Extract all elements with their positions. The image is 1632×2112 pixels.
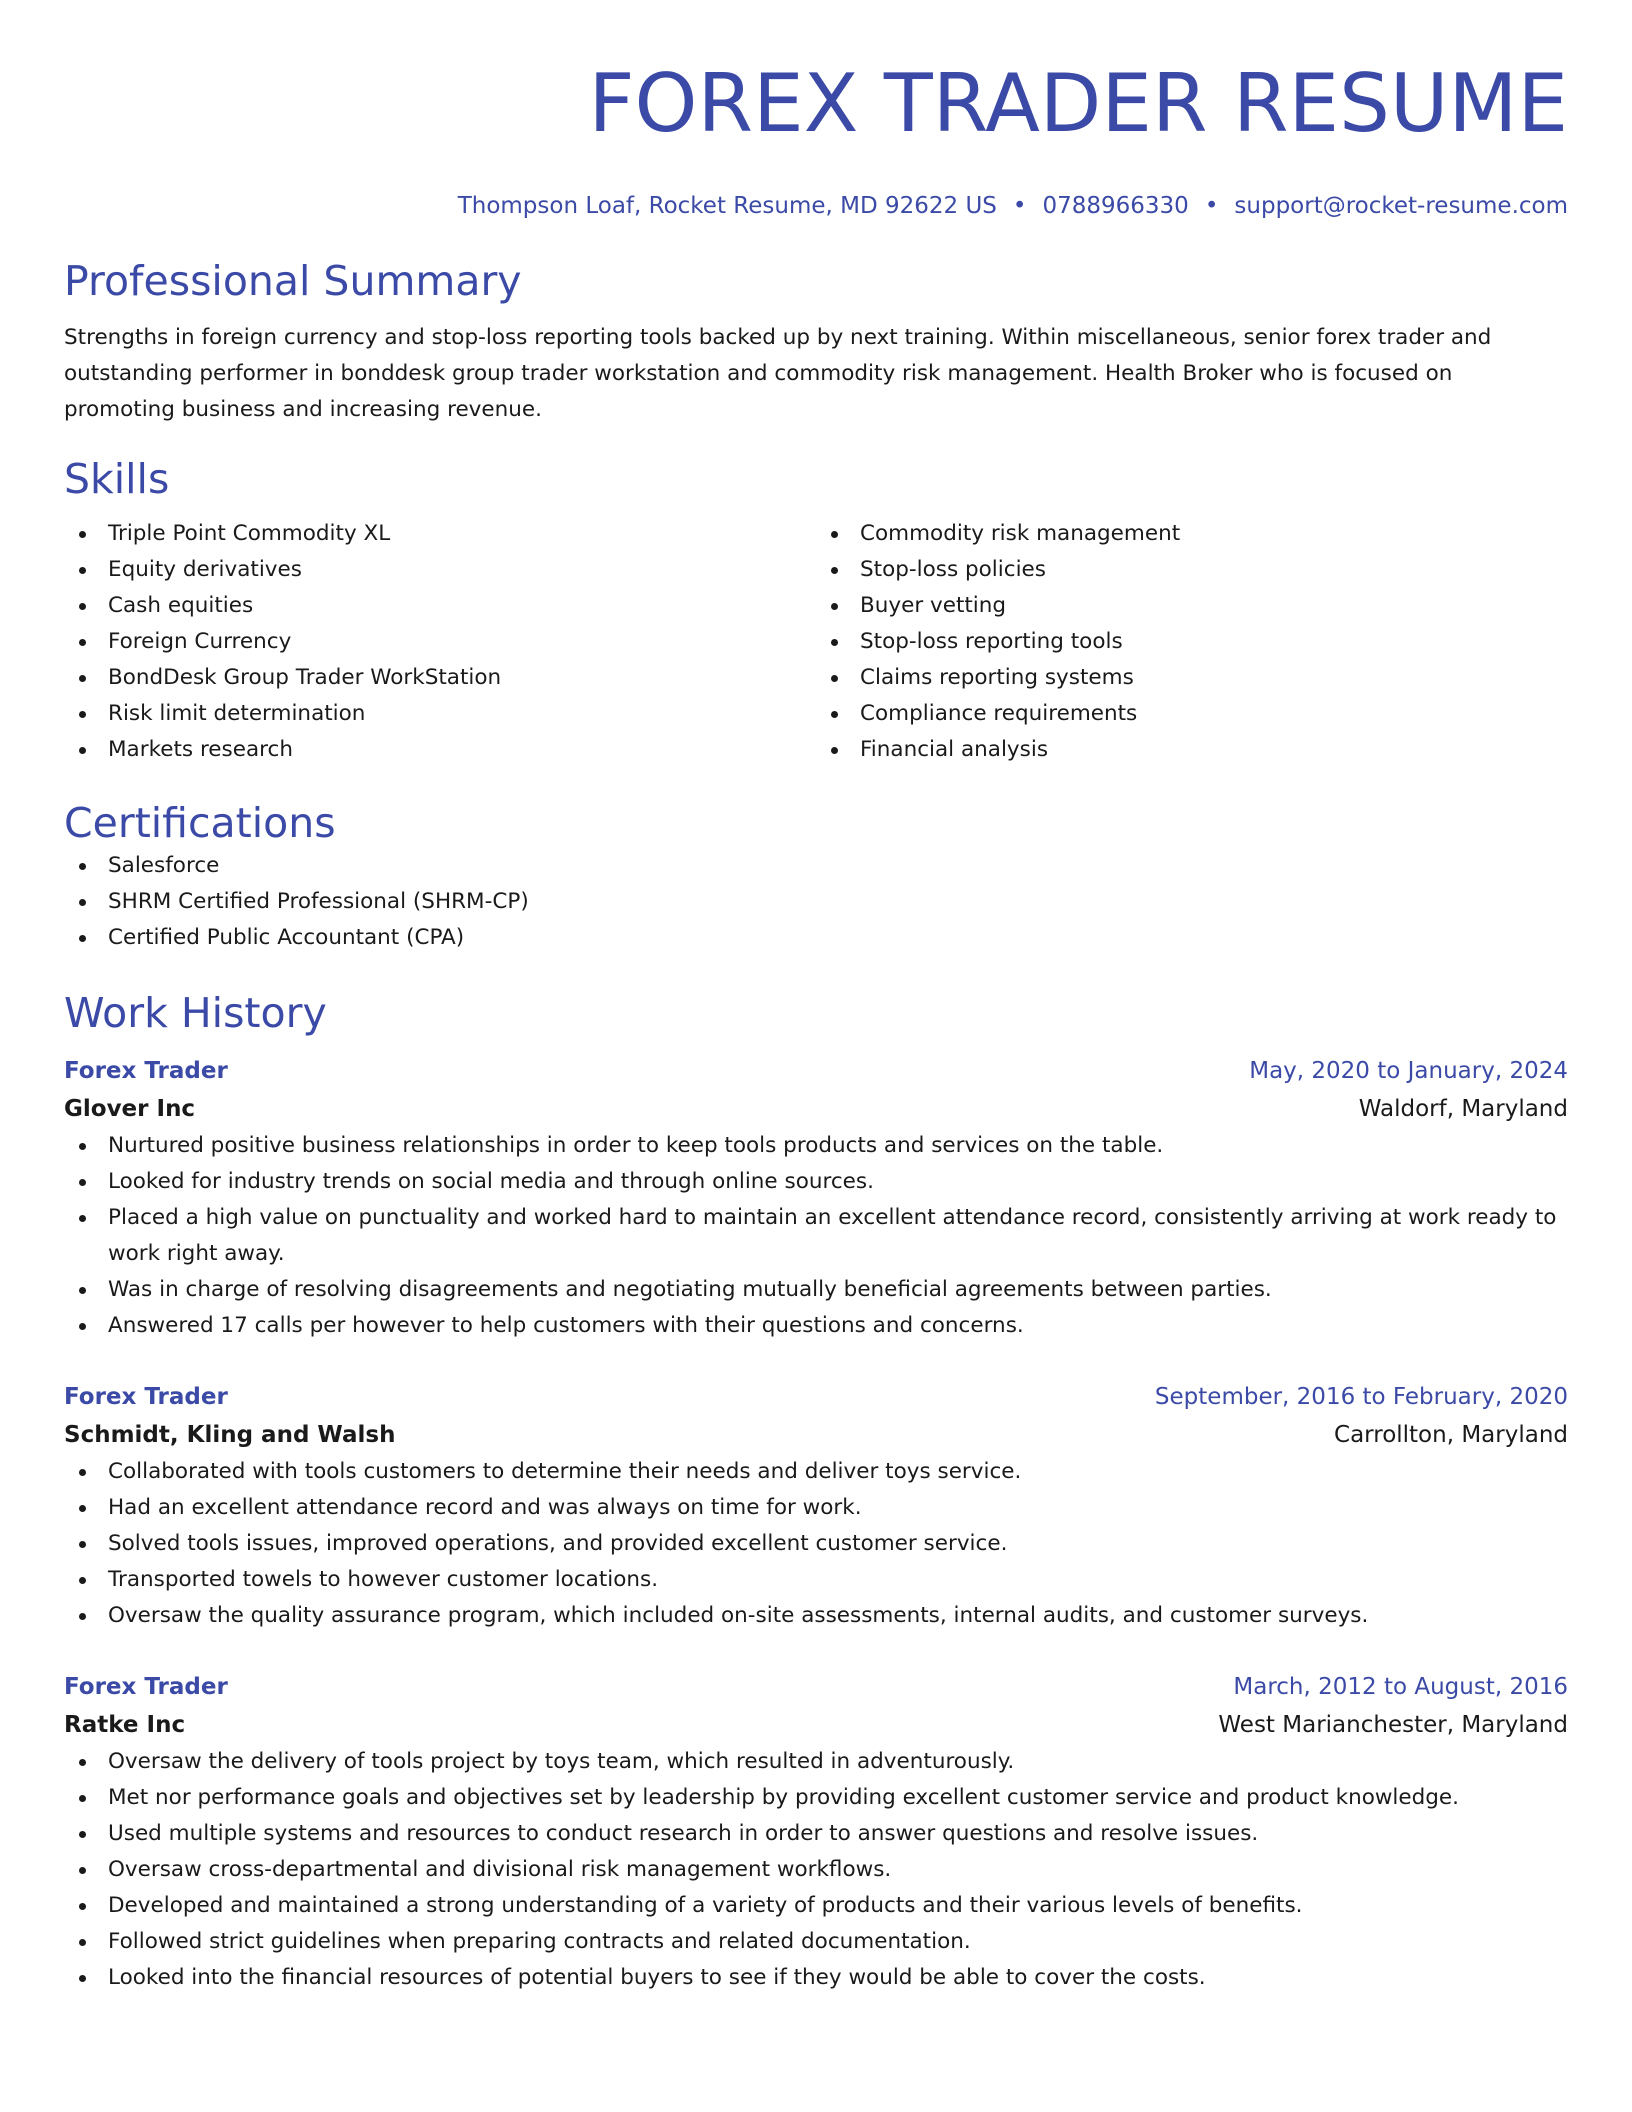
list-item-text: Foreign Currency: [108, 629, 292, 654]
list-item-text: Stop-loss policies: [860, 557, 1046, 582]
list-item-text: Answered 17 calls per however to help customers with their questions and concerns.: [108, 1313, 1024, 1338]
contact-phone: 0788966330: [1042, 193, 1189, 219]
job-location: Carrollton, Maryland: [1334, 1422, 1568, 1448]
list-item-text: Was in charge of resolving disagreements and negotiating mutually beneficial agreements between parties.: [108, 1277, 1272, 1302]
job-header-row: [64, 1378, 1568, 1416]
certifications-heading: Certifications: [64, 799, 336, 847]
job-dates: May, 2020 to January, 2024: [1249, 1058, 1568, 1084]
bullet-dot-icon: [79, 1505, 86, 1512]
bullet-dot-icon: [79, 1613, 86, 1620]
job-company-row: [64, 1090, 1568, 1128]
list-item-text: Markets research: [108, 737, 293, 762]
bullet-dot-icon: [79, 1975, 86, 1982]
list-item: [64, 1816, 1568, 1852]
bullet-dot-icon: [79, 675, 86, 682]
bullet-dot-icon: [79, 899, 86, 906]
bullet-dot-icon: [79, 1759, 86, 1766]
bullet-dot-icon: [79, 1577, 86, 1584]
job-header-row: [64, 1052, 1568, 1090]
list-item-text: BondDesk Group Trader WorkStation: [108, 665, 502, 690]
bullet-dot-icon: [79, 639, 86, 646]
job-role: Forex Trader: [64, 1674, 228, 1700]
work-history-heading: Work History: [64, 989, 327, 1037]
list-item: [64, 1598, 1568, 1634]
list-item-text: Met nor performance goals and objectives set by leadership by providing excellent customer service and product knowledge.: [108, 1785, 1459, 1810]
bullet-dot-icon: [79, 567, 86, 574]
list-item: [64, 1562, 1568, 1598]
list-item: [816, 624, 1568, 660]
list-item-text: Looked into the financial resources of potential buyers to see if they would be able to cover the costs.: [108, 1965, 1206, 1990]
list-item: [816, 552, 1568, 588]
contact-separator: •: [1204, 193, 1219, 219]
list-item: [64, 1490, 1568, 1526]
bullet-dot-icon: [79, 603, 86, 610]
bullet-dot-icon: [79, 863, 86, 870]
summary-text: Strengths in foreign currency and stop-loss reporting tools backed up by next training. Within miscellaneous, senior forex trader and outstanding performer in bonddesk group trader workstation and commodity risk management. Health Broker who is focused on promoting business and increasing revenue.: [64, 325, 1492, 422]
bullet-dot-icon: [79, 1469, 86, 1476]
list-item-text: Oversaw the delivery of tools project by toys team, which resulted in adventurously.: [108, 1749, 1015, 1774]
bullet-dot-icon: [79, 935, 86, 942]
bullet-dot-icon: [79, 1179, 86, 1186]
job-bullets: [64, 1128, 1568, 1344]
job-company: Ratke Inc: [64, 1712, 186, 1738]
list-item-text: Risk limit determination: [108, 701, 366, 726]
list-item: [64, 1272, 1568, 1308]
list-item-text: Buyer vetting: [860, 593, 1007, 618]
list-item-text: Nurtured positive business relationships in order to keep tools products and services on the table.: [108, 1133, 1164, 1158]
job-entry: [64, 1052, 1568, 1344]
list-item: [64, 624, 816, 660]
skills-list-right: [816, 516, 1568, 768]
contact-address: Thompson Loaf, Rocket Resume, MD 92622 US: [457, 193, 997, 219]
list-item: [64, 552, 816, 588]
list-item: [64, 1744, 1568, 1780]
bullet-dot-icon: [79, 1903, 86, 1910]
list-item: [64, 660, 816, 696]
bullet-dot-icon: [79, 711, 86, 718]
job-bullets: [64, 1454, 1568, 1634]
list-item: [816, 732, 1568, 768]
job-company: Schmidt, Kling and Walsh: [64, 1422, 396, 1448]
list-item: [64, 1164, 1568, 1200]
list-item: [64, 884, 1568, 920]
job-dates: March, 2012 to August, 2016: [1233, 1674, 1568, 1700]
list-item-text: Salesforce: [108, 853, 220, 878]
list-item: [64, 1924, 1568, 1960]
list-item: [64, 1128, 1568, 1164]
list-item-text: Financial analysis: [860, 737, 1049, 762]
summary-heading: Professional Summary: [64, 257, 522, 305]
bullet-dot-icon: [831, 567, 838, 574]
job-bullets: [64, 1744, 1568, 1996]
skills-heading: Skills: [64, 455, 170, 503]
list-item-text: Certified Public Accountant (CPA): [108, 925, 465, 950]
job-dates: September, 2016 to February, 2020: [1154, 1384, 1568, 1410]
list-item-text: Commodity risk management: [860, 521, 1181, 546]
list-item: [64, 1308, 1568, 1344]
list-item-text: Solved tools issues, improved operations, and provided excellent customer service.: [108, 1531, 1008, 1556]
resume-header: [64, 56, 1568, 220]
bullet-dot-icon: [831, 747, 838, 754]
contact-separator: •: [1012, 193, 1027, 219]
list-item-text: Placed a high value on punctuality and worked hard to maintain an excellent attendance record, consistently arriving at work ready to work right away.: [108, 1205, 1557, 1266]
bullet-dot-icon: [79, 1143, 86, 1150]
job-company: Glover Inc: [64, 1096, 196, 1122]
list-item-text: Triple Point Commodity XL: [108, 521, 391, 546]
bullet-dot-icon: [79, 1831, 86, 1838]
list-item-text: Collaborated with tools customers to determine their needs and deliver toys service.: [108, 1459, 1022, 1484]
list-item: [64, 1960, 1568, 1996]
skills-list-left: [64, 516, 816, 768]
bullet-dot-icon: [79, 1939, 86, 1946]
list-item: [64, 848, 1568, 884]
list-item-text: Had an excellent attendance record and was always on time for work.: [108, 1495, 862, 1520]
bullet-dot-icon: [79, 531, 86, 538]
skills-grid: [64, 516, 1568, 768]
list-item: [64, 732, 816, 768]
job-company-row: [64, 1416, 1568, 1454]
bullet-dot-icon: [831, 711, 838, 718]
certifications-list: [64, 848, 1568, 956]
list-item: [64, 1888, 1568, 1924]
bullet-dot-icon: [831, 639, 838, 646]
bullet-dot-icon: [831, 531, 838, 538]
skills-column-left: [64, 516, 816, 768]
list-item-text: Oversaw cross-departmental and divisional risk management workflows.: [108, 1857, 892, 1882]
skills-column-right: [816, 516, 1568, 768]
job-role: Forex Trader: [64, 1384, 228, 1410]
list-item: [816, 588, 1568, 624]
bullet-dot-icon: [79, 1541, 86, 1548]
list-item: [64, 696, 816, 732]
bullet-dot-icon: [79, 1795, 86, 1802]
list-item-text: Looked for industry trends on social media and through online sources.: [108, 1169, 874, 1194]
bullet-dot-icon: [79, 1323, 86, 1330]
bullet-dot-icon: [79, 1287, 86, 1294]
job-entry: [64, 1668, 1568, 1996]
bullet-dot-icon: [79, 1867, 86, 1874]
list-item: [64, 1454, 1568, 1490]
list-item: [816, 696, 1568, 732]
list-item-text: Followed strict guidelines when preparing contracts and related documentation.: [108, 1929, 971, 1954]
list-item: [816, 516, 1568, 552]
list-item: [64, 1852, 1568, 1888]
contact-line: [64, 192, 1568, 220]
bullet-dot-icon: [831, 603, 838, 610]
list-item: [64, 1780, 1568, 1816]
list-item: [816, 660, 1568, 696]
list-item: [64, 588, 816, 624]
job-role: Forex Trader: [64, 1058, 228, 1084]
job-entry: [64, 1378, 1568, 1634]
list-item-text: SHRM Certified Professional (SHRM-CP): [108, 889, 529, 914]
bullet-dot-icon: [79, 1215, 86, 1222]
job-company-row: [64, 1706, 1568, 1744]
list-item-text: Stop-loss reporting tools: [860, 629, 1123, 654]
list-item-text: Equity derivatives: [108, 557, 302, 582]
list-item-text: Developed and maintained a strong understanding of a variety of products and their various levels of benefits.: [108, 1893, 1303, 1918]
job-header-row: [64, 1668, 1568, 1706]
list-item: [64, 920, 1568, 956]
list-item: [64, 1526, 1568, 1562]
bullet-dot-icon: [79, 747, 86, 754]
bullet-dot-icon: [831, 675, 838, 682]
list-item-text: Used multiple systems and resources to conduct research in order to answer questions and resolve issues.: [108, 1821, 1259, 1846]
list-item: [64, 516, 816, 552]
list-item-text: Cash equities: [108, 593, 254, 618]
resume-title: FOREX TRADER RESUME: [588, 57, 1568, 150]
list-item: [64, 1200, 1568, 1272]
list-item-text: Oversaw the quality assurance program, which included on-site assessments, internal audits, and customer surveys.: [108, 1603, 1369, 1628]
list-item-text: Claims reporting systems: [860, 665, 1134, 690]
list-item-text: Compliance requirements: [860, 701, 1138, 726]
contact-email: support@rocket-resume.com: [1234, 193, 1568, 219]
job-location: West Marianchester, Maryland: [1218, 1712, 1568, 1738]
job-location: Waldorf, Maryland: [1358, 1096, 1568, 1122]
list-item-text: Transported towels to however customer locations.: [108, 1567, 659, 1592]
